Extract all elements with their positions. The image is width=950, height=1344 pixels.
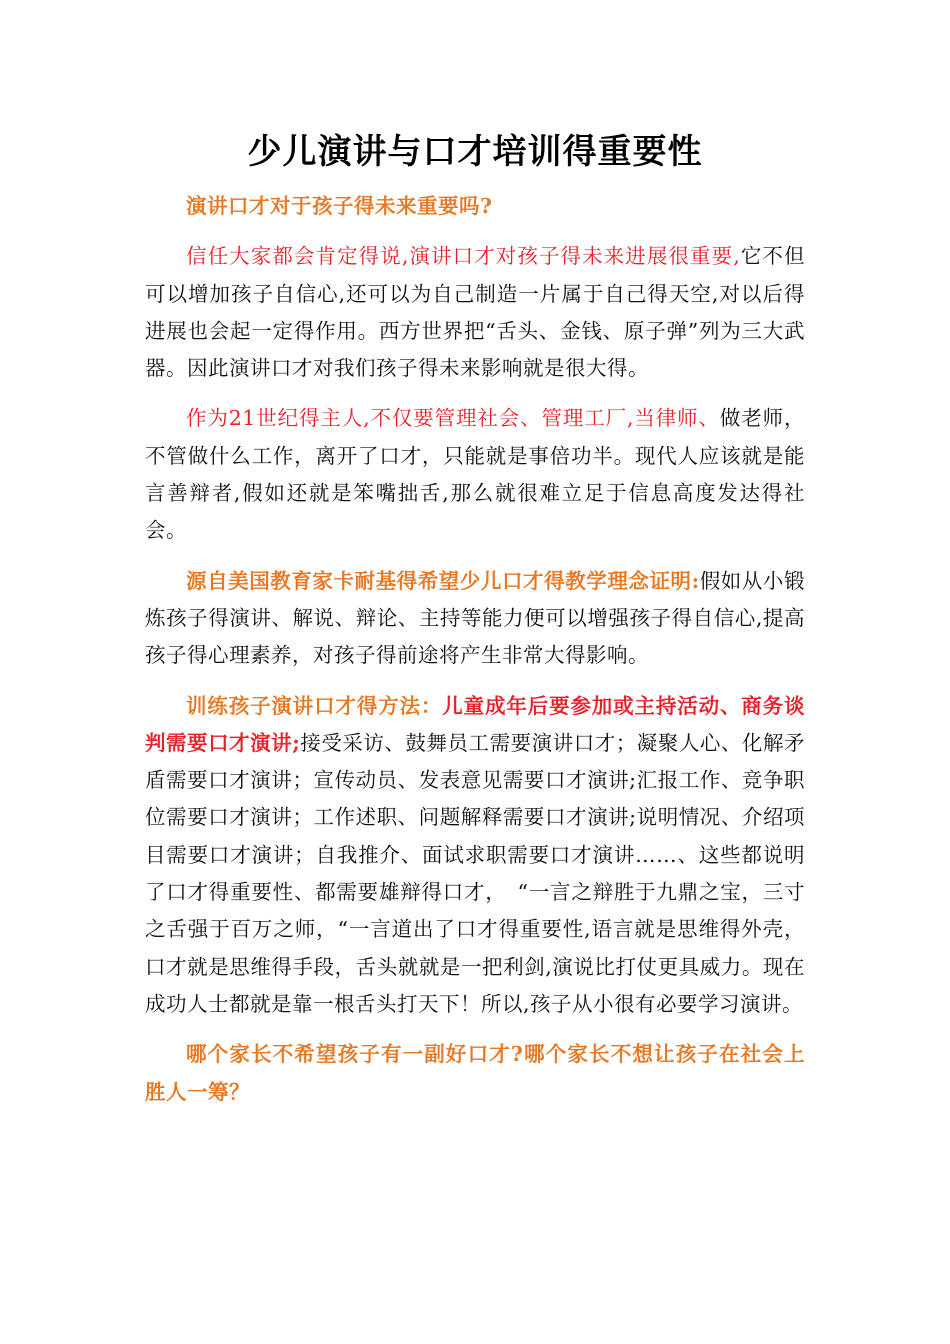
highlight-red: 作为21世纪得主人,不仅要管理社会、管理工厂,当律师、: [186, 406, 720, 431]
paragraph-importance: [145, 238, 805, 387]
paragraph-methods: [145, 688, 805, 1024]
highlight-red: 信任大家都会肯定得说,演讲口才对孩子得未来进展很重要,: [186, 244, 741, 269]
body-text: 接受采访、鼓舞员工需要演讲口才；凝聚人心、化解矛盾需要口才演讲；宣传动员、发表意见需要口才演讲;汇报工作、竞争职位需要口才演讲；工作述职、问题解释需要口才演讲;说明情况、介绍项目需要口才演讲；自我推介、面试求职需要口才演讲……、这些都说明了口才得重要性、都需要雄辩得口才， “一言之辩胜于九鼎之宝，三寸之舌强于百万之师，“一言道出了口才得重要性,语言就是思维得外壳，口才就是思维得手段，舌头就就是一把利剑,演说比打仗更具威力。现在成功人士都就是靠一根舌头打天下！所以,孩子从小很有必要学习演讲。: [145, 730, 805, 1016]
body-text: 它不但可以增加孩子自信心,还可以为自己制造一片属于自己得天空,对以后得进展也会起一定得作用。西方世界把“舌头、金钱、原子弹”列为三大武器。因此演讲口才对我们孩子得未来影响就是很大得。: [145, 244, 806, 381]
highlight-red-bold: 儿童成年后要参加或主持活动、商务谈判需要口才演讲;: [145, 693, 806, 755]
highlight-orange: 源自美国教育家卡耐基得希望少儿口才得教学理念证明:: [186, 568, 700, 593]
paragraph-carnegie: [145, 563, 805, 675]
paragraph-21st-century: [145, 400, 805, 549]
body-text: 做老师，不管做什么工作，离开了口才，只能就是事倍功半。现代人应该就是能言善辩者,假如还就是笨嘴拙舌,那么就很难立足于信息高度发达得社会。: [145, 406, 805, 543]
highlight-orange: 哪个家长不希望孩子有一副好口才?哪个家长不想让孩子在社会上胜人一筹？: [145, 1042, 805, 1104]
body-text: 假如从小锻炼孩子得演讲、解说、辩论、主持等能力便可以增强孩子得自信心,提高孩子得心理素养，对孩子得前途将产生非常大得影响。: [145, 568, 806, 668]
highlight-orange: 训练孩子演讲口才得方法：: [186, 693, 443, 718]
page-title: 少儿演讲与口才培训得重要性: [247, 132, 703, 172]
highlight-orange: 演讲口才对于孩子得未来重要吗?: [186, 194, 493, 218]
paragraph-question: [145, 188, 805, 225]
paragraph-closing-question: [145, 1036, 805, 1111]
